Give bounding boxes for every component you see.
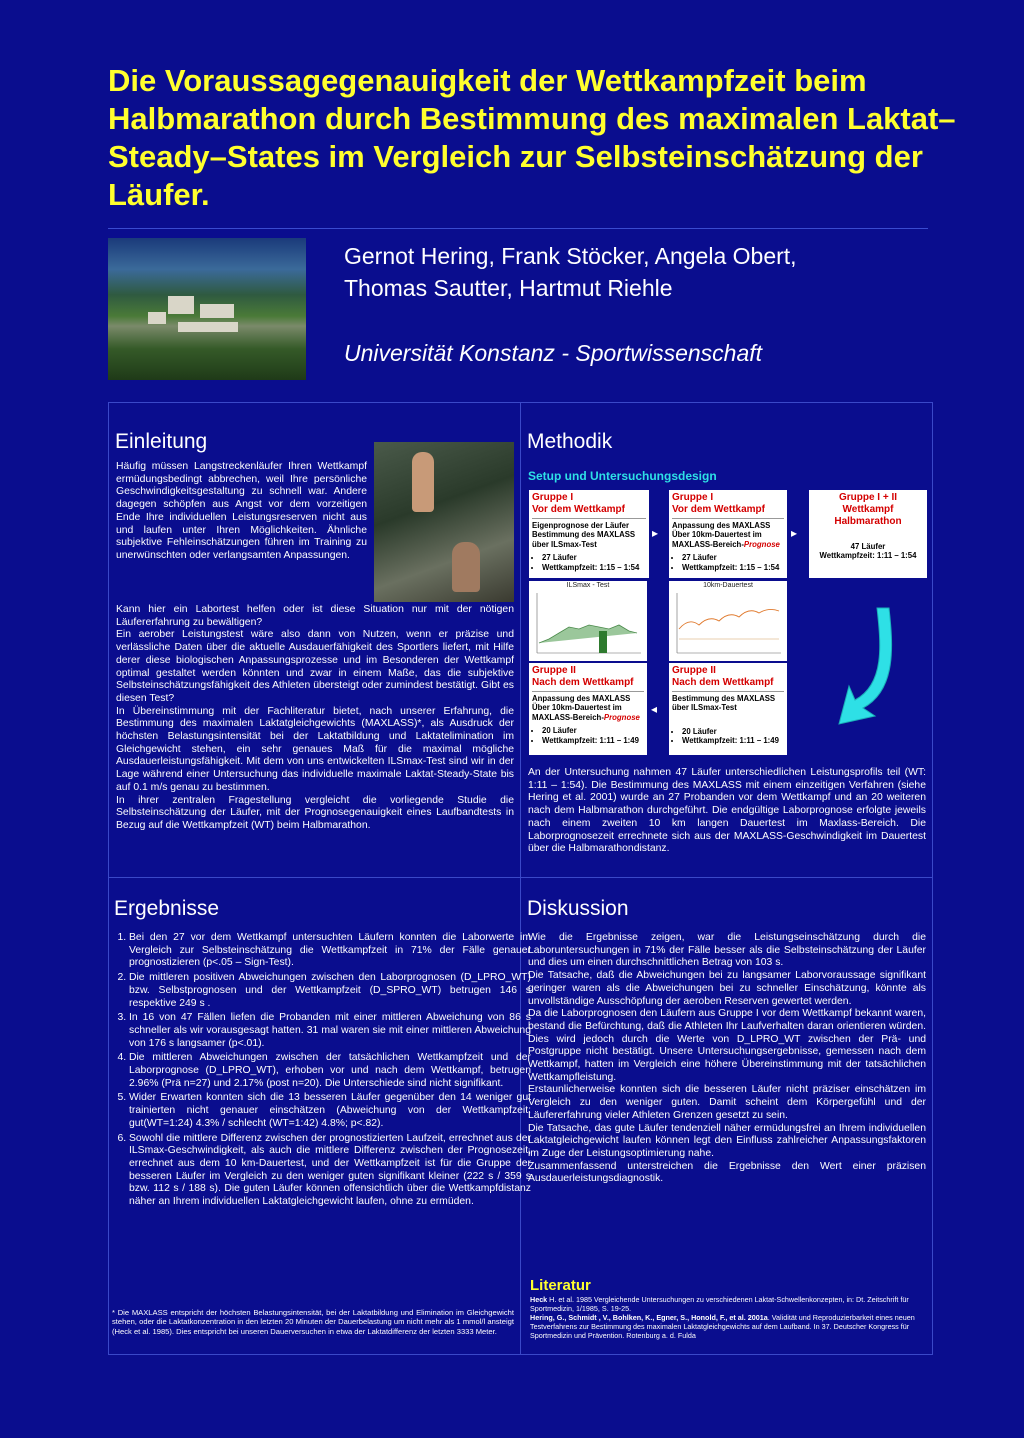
methodik-text: An der Untersuchung nahmen 47 Läufer unterschiedlichen Leistungsprofils teil (WT: 1:11 – 1:54). Die Bestimmung des MAXLASS mit einem einzeitigen Verfahren (siehe Hering et al. 2001) wurde an 27 Probanden vor dem Wettkampf und an 20 weiteren nach dem Halbmarathon durchgeführt. Die endgültige Laborprognose erfolgte jeweils nach einem zweiten 10 km langen Dauertest im Maxlass-Bereich. Die Laborprognosezeit errechnete sich aus der MAXLASS-Geschwindigkeit im Dauertest über die Halbmarathondistanz.	[528, 767, 926, 855]
methodik-heading: Methodik	[527, 430, 613, 453]
chart-ilsmax-title: ILSmax - Test	[566, 582, 610, 589]
box-gruppe-1-anpassung: Gruppe I Vor dem Wettkampf Anpassung des MAXLASS Über 10km-Dauertest im MAXLASS-Bereich-Prognose • 27 Läufer • Wettkampfzeit: 1:15 – 1:54	[669, 490, 787, 578]
arrow-right-icon: ▸	[791, 526, 798, 540]
einleitung-heading: Einleitung	[115, 430, 208, 453]
footnote: * Die MAXLASS entspricht der höchsten Belastungsintensität, bei der Laktatbildung und Elimination im Gleichgewicht stehen, oder die Laktatkonzentration in den letzten 20 Minuten der Dauerbelastung um nicht mehr als 1 mmol/l ansteigt (Heck et al. 1985). Dies entspricht bei unseren Dauerversuchen in etwa der Laktatdifferenz der letzten 3333 Meter.	[112, 1308, 514, 1336]
chart-10km-dauertest	[669, 581, 787, 661]
methodik-subheading: Setup und Untersuchungsdesign	[528, 469, 717, 483]
list-item: 4. Die mittleren Abweichungen zwischen der tatsächlichen Wettkampfzeit und der Laborprognose (D_LPRO_WT), erhoben vor und nach dem Wettkampf, betrugen 2.96% (Prä n=27) und 2.17% (post n=20). Die Unterschiede sind nicht signifikant.	[129, 1052, 531, 1090]
campus-photo	[108, 238, 306, 380]
treadmill-photo	[374, 442, 514, 602]
institution: Universität Konstanz - Sportwissenschaft	[344, 340, 763, 366]
list-item: 3. In 16 von 47 Fällen liefen die Probanden mit einer mittleren Abweichung von 86 s schneller als wir vorausgesagt hatten. 31 mal waren sie mit einer mittleren Abweichung von 176 s langsamer (p<.01).	[129, 1012, 531, 1050]
einleitung-para-1: Häufig müssen Langstreckenläufer Ihren Wettkampf ermüdungsbedingt abbrechen, weil Ihre persönliche Geschwindigkeitsgestaltung zu schnell war. Andere dagegen schöpfen aus Angst vor dem vorzeitigen Ende Ihre individuellen Leistungsreserven nicht aus und laufen unter Ihren Möglichkeiten. Ähnliche subjektive Fehleinschätzungen führen im Training zu unerwünschten oder verlangsamten Anpassungen.	[116, 461, 367, 561]
ergebnisse-list	[112, 932, 531, 1211]
list-item: 6. Sowohl die mittlere Differenz zwischen der prognostizierten Laufzeit, errechnet aus der ILSmax-Geschwindigkeit, als auch die mittlere Differenz zwischen der Prognosezeit, errechnet aus dem 10 km-Dauertest, und der Wettkampfzeit ist für die Gruppe der besseren Läufer im Vergleich zu den weniger guten signifikant kleiner (222 s / 359 s bzw. 112 s / 188 s). Die guten Läufer können offensichtlich über die Wettkampfdistanz näher an Ihrem individuellen Laktatgleichgewicht laufen, ohne zu ermüden.	[129, 1133, 531, 1209]
einleitung-body: Kann hier ein Labortest helfen oder ist diese Situation nur mit der nötigen Läufererfahrung zu bewältigen? Ein aerober Leistungstest wäre also dann von Nutzen, wenn er präzise und verlässliche Daten über die aktuelle Ausdauerfähigkeit des Sportlers liefert, mit Hilfe derer diese biologischen Anpassungsprozesse und im Besonderen der Wettkampf optimal gestaltet werden könnten und zwar in einem Maße, das die subjektive Selbsteinschätzungsfähigkeit des Athleten übersteigt oder zumindest bestätigt. Gibt es diesen Test? In Übereinstimmung mit der Fachliteratur bietet, nach unserer Erfahrung, die Bestimmung des maximalen Laktatgleichgewichts (MAXLASS)*, als Ausdruck der höchsten Belastungsintensität bei der Laktatbildung und Laktatelimination im Gleichgewicht stehen, ein sehr genaues Maß für die maximal mögliche Ausdauerleistungsfähigkeit. Mit dem von uns entwickelten ILSmax-Test sind wir in der Lage während einer Untersuchung das individuelle maximale Laktat-Steady-State bis auf 0.1 m/s genau zu bestimmen. In ihrer zentralen Fragestellung vergleicht die vorliegende Studie die Selbsteinschätzung der Läufer, mit der Prognosegenauigkeit eines Laufbandtests in Bezug auf die Wettkampfzeit (WT) beim Halbmarathon.	[116, 604, 514, 831]
arrow-left-icon: ◂	[651, 702, 658, 716]
box-wettkampf: Gruppe I + II Wettkampf Halbmarathon 47 Läufer Wettkampfzeit: 1:11 – 1:54	[809, 490, 927, 578]
list-item: 2. Die mittleren positiven Abweichungen zwischen den Laborprognosen (D_LPRO_WT) bzw. Selbstprognosen und der Wettkampfzeit (D_SPRO_WT) betrugen 146 s respektive 249 s .	[129, 972, 531, 1010]
literatur-list	[530, 1295, 926, 1340]
authors-line-1: Gernot Hering, Frank Stöcker, Angela Obert,	[344, 243, 797, 269]
flow-arrow-icon	[835, 604, 905, 734]
title-divider	[108, 228, 928, 229]
authors	[344, 240, 797, 304]
box-gruppe-1-pre: Gruppe I Vor dem Wettkampf Eigenprognose der Läufer Bestimmung des MAXLASS über ILSmax-Test • 27 Läufer • Wettkampfzeit: 1:15 – 1:54	[529, 490, 649, 578]
arrow-right-icon: ▸	[652, 526, 659, 540]
box-gruppe-2-post: Gruppe II Nach dem Wettkampf Bestimmung des MAXLASS über ILSmax-Test • 20 Läufer • Wettkampfzeit: 1:11 – 1:49	[669, 663, 787, 755]
chart-10km-title: 10km-Dauertest	[703, 582, 753, 589]
diskussion-body: Wie die Ergebnisse zeigen, war die Leistungseinschätzung durch die Laboruntersuchungen in 71% der Fälle besser als die Selbsteinschätzung der Läufer und dies um einen durchschnittlichen Betrag von 103 s. Die Tatsache, daß die Abweichungen bei zu langsamer Laborvoraussage signifikant geringer waren als die Abweichungen bei zu schneller Einschätzung, könnte als unvollständige Ausschöpfung der aeroben Reserven gewertet werden. Da die Laborprognosen den Läufern aus Gruppe I vor dem Wettkampf bekannt waren, bestand die Befürchtung, daß die Athleten Ihr Laufverhalten daran orientieren würden. Dies wird jedoch durch die Werte von D_LPRO_WT zwischen der Prä- und Postgruppe nicht bestätigt. Unsere Untersuchungsergebnisse, gemessen nach dem Wettkampf, hatten im Vergleich eine höhere Übereinstimmung mit der tatsächlichen Wettkampfleistung. Erstaunlicherweise konnten sich die besseren Läufer nicht präziser einschätzen im Vergleich zu den weniger guten. Damit scheint dem Körpergefühl und der Läufererfahrung vieler Athleten Grenzen gesetzt zu sein. Die Tatsache, das gute Läufer tendenziell näher ermüdungsfrei an Ihrem individuellen Laktatgleichgewicht laufen können legt den Einfluss zahlreicher Anpassungsfaktoren im Zuge der Leistungsoptimierung nahe. Zusammenfassend unterstreichen die Ergebnisse den Wert einer präzisen Ausdauerleistungsdiagnostik.	[528, 932, 926, 1185]
authors-line-2: Thomas Sautter, Hartmut Riehle	[344, 275, 673, 301]
diskussion-heading: Diskussion	[527, 897, 629, 920]
ergebnisse-heading: Ergebnisse	[114, 897, 220, 920]
poster-title: Die Voraussagegenauigkeit der Wettkampfzeit beim Halbmarathon durch Bestimmung des maximalen Laktat–Steady–States im Vergleich zur Selbsteinschätzung der Läufer.	[108, 63, 956, 212]
reference-item: Heck H. et al. 1985 Vergleichende Untersuchungen zu verschiedenen Laktat-Schwellenkonzepten, in: Dt. Zeitschrift für Sportmedizin, 1/1985, S. 19-25.	[530, 1295, 909, 1313]
reference-item: Hering, G., Schmidt , V., Bohlken, K., Egner, S., Honold, F., et al. 2001a. Validität und Reproduzierbarkeit eines neuen Testverfahrens zur Bestimmung des maximalen Laktatgleichgewichts auf dem Laufband. In 37. Deutscher Kongress für Sportmedizin und Prävention. Rotenburg a. d. Fulda	[530, 1313, 915, 1340]
chart-ilsmax	[529, 581, 647, 661]
box-gruppe-2-anpassung: Gruppe II Nach dem Wettkampf Anpassung des MAXLASS Über 10km-Dauertest im MAXLASS-Bereich-Prognose • 20 Läufer • Wettkampfzeit: 1:11 – 1:49	[529, 663, 647, 755]
list-item: 5. Wider Erwarten konnten sich die 13 besseren Läufer gegenüber den 14 weniger gut trainierten nicht genauer einschätzen (Abweichung von der Wettkampfzeit: gut(WT=1:24) 4.3% / schlecht (WT=1:42) 4.8%; p<.82).	[129, 1092, 531, 1130]
literatur-heading: Literatur	[530, 1277, 591, 1294]
list-item: 1. Bei den 27 vor dem Wettkampf untersuchten Läufern konnten die Laborwerte im Vergleich zur Selbsteinschätzung die Wettkampfzeit in 71% der Fälle genauer prognostizieren (p<.05 – Sign-Test).	[129, 932, 531, 970]
